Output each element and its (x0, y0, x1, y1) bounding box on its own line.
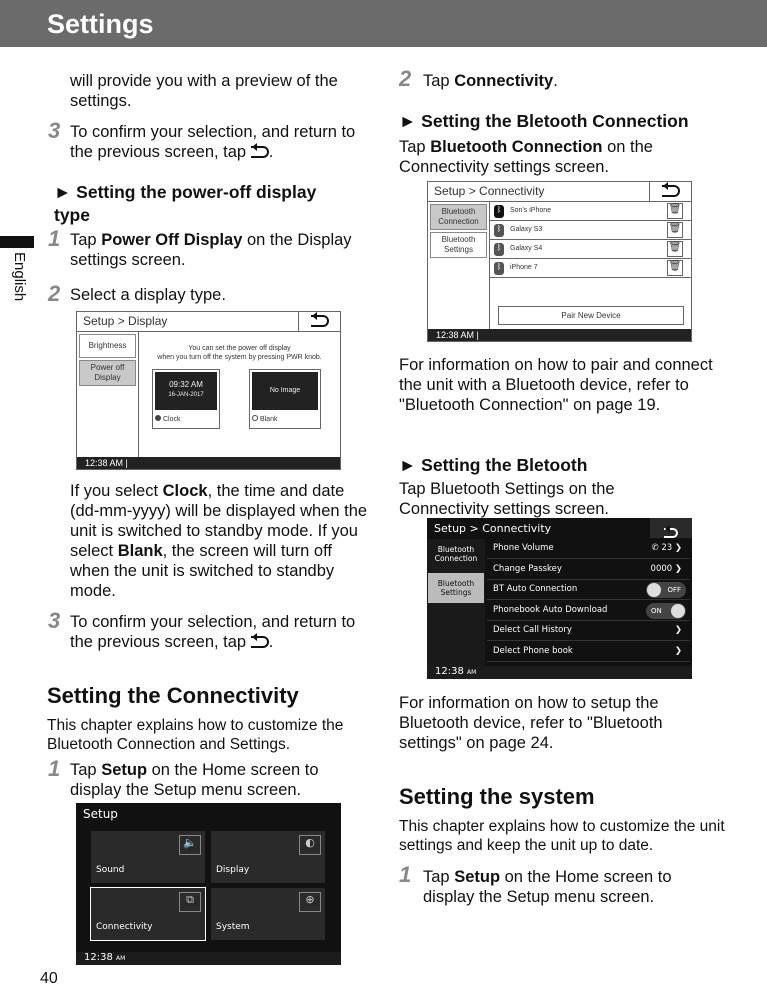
screen-sidebar (427, 539, 485, 666)
screen-title: Setup (83, 807, 118, 821)
device-row[interactable] (490, 259, 691, 278)
device-row[interactable] (490, 221, 691, 240)
bluetooth-icon: ᛒ (494, 243, 504, 256)
sidebar-item-brightness[interactable]: Brightness (79, 334, 136, 358)
step-text: To confirm your selection, and return to the previous screen, tap . (70, 613, 356, 651)
toggle-switch[interactable]: ON (646, 603, 686, 619)
sidebar-item-bt-connection[interactable]: Bluetooth Connection (434, 545, 478, 563)
device-row[interactable] (490, 202, 691, 221)
setting-row[interactable] (487, 560, 690, 580)
setting-label: Phone Volume (493, 543, 554, 553)
section-heading: ► Setting the Bletooth (399, 455, 588, 475)
step-text: Select a display type. (70, 286, 226, 304)
radio-selected-icon (155, 415, 161, 421)
section-intro: This chapter explains how to customize the unit settings and keep the unit up to date. (399, 818, 725, 854)
section-title: Setting the system (399, 784, 595, 809)
chevron-right-icon: ❯ (674, 645, 682, 656)
sidebar-item-power-off-display[interactable]: Power off Display (79, 360, 136, 386)
delete-icon[interactable]: 🗑 (667, 241, 683, 257)
back-icon (662, 185, 680, 197)
phone-icon: ✆ (651, 543, 659, 553)
devices-icon: ⧉ (179, 892, 201, 912)
message: when you turn off the system by pressing PWR knob. (157, 354, 322, 361)
status-bar: 12:38 AM (427, 666, 692, 679)
paragraph: For information on how to setup the Bluetooth device, refer to "Bluetooth settings" on page 24. (399, 694, 663, 752)
chevron-right-icon: ❯ (674, 625, 682, 635)
sidebar-item-bt-connection[interactable]: Bluetooth Connection (430, 204, 487, 230)
step-text: Tap Power Off Display on the Display settings screen. (70, 231, 352, 269)
setting-row[interactable] (487, 621, 690, 641)
section-intro: This chapter explains how to customize the Bluetooth Connection and Settings. (47, 717, 344, 753)
device-name: Galaxy S3 (510, 226, 543, 233)
paragraph: For information on how to pair and connect the unit with a Bluetooth device, refer to "Bluetooth Connection" on page 19. (399, 356, 713, 414)
paragraph: Tap Bluetooth Connection on the Connectivity settings screen. (399, 138, 653, 176)
delete-icon[interactable]: 🗑 (667, 203, 683, 219)
page-header (0, 0, 767, 47)
sidebar-item-bt-settings[interactable]: Bluetooth Settings (430, 232, 487, 258)
step-text: Tap Setup on the Home screen to display the Setup menu screen. (70, 761, 319, 799)
header-title: Settings (47, 9, 154, 39)
setting-label: Change Passkey (493, 563, 562, 574)
device-row[interactable] (490, 240, 691, 259)
sidebar-item-bt-settings[interactable]: Bluetooth Settings (428, 573, 484, 603)
setting-row[interactable] (487, 539, 690, 559)
toggle-switch[interactable]: OFF (646, 582, 686, 598)
intro-text: will provide you with a preview of the settings. (70, 72, 338, 110)
step-number: 1 (48, 756, 61, 781)
bluetooth-icon: ᛒ (494, 224, 504, 237)
section-heading: ► Setting the power-off display type (54, 182, 317, 225)
back-button[interactable] (649, 182, 691, 202)
screen-title: Setup > Connectivity (434, 522, 552, 535)
back-button[interactable] (650, 518, 692, 538)
back-icon (664, 528, 678, 538)
screen-title: Setup > Connectivity (428, 182, 691, 202)
step-number: 1 (399, 862, 412, 887)
screen-sidebar (77, 332, 139, 457)
select-paragraph: If you select Clock, the time and date (dd-mm-yyyy) will be displayed when the unit is switched to standby mode. If you select Blank, the screen will turn off when the unit is switched to standby mode. (70, 482, 368, 600)
bluetooth-icon: ᛒ (494, 262, 504, 275)
tile-display[interactable]: ◐ Display (211, 831, 325, 883)
message: You can set the power off display (188, 345, 291, 352)
setting-value: 0000 ❯ (650, 563, 682, 574)
bt-connection-screen (427, 181, 692, 342)
back-icon (251, 146, 269, 158)
clock-option[interactable]: 09:32 AM 16-JAN-2017 Clock (152, 369, 220, 429)
display-icon: ◐ (299, 835, 321, 855)
delete-icon[interactable]: 🗑 (667, 222, 683, 238)
device-name: Son's iPhone (510, 207, 552, 214)
setting-row[interactable] (487, 642, 690, 662)
display-screen (76, 311, 341, 470)
bluetooth-icon: ᛒ (494, 205, 504, 218)
blank-option[interactable]: No Image Blank (249, 369, 321, 429)
radio-icon (252, 415, 258, 421)
paragraph: Tap Bluetooth Settings on the Connectivity settings screen. (399, 480, 615, 518)
pair-new-device-button[interactable]: Pair New Device (498, 306, 684, 325)
setup-screen (76, 803, 341, 965)
status-bar: 12:38 AM (76, 952, 341, 965)
setting-row[interactable] (487, 601, 690, 621)
setting-label: Delect Phone book (493, 645, 573, 656)
tile-sound[interactable]: 🔈 Sound (91, 831, 205, 883)
setting-value: ✆ 23 ❯ (651, 543, 682, 553)
back-icon (251, 636, 269, 648)
setting-label: Phonebook Auto Download (493, 604, 608, 615)
globe-icon: ⊕ (299, 892, 321, 912)
step-number: 3 (48, 608, 61, 633)
status-bar: 12:38 AM | (77, 457, 340, 469)
step-text: Tap Setup on the Home screen to display the Setup menu screen. (423, 868, 672, 906)
bt-settings-screen (427, 518, 692, 679)
page-number: 40 (40, 970, 58, 987)
setting-label: BT Auto Connection (493, 584, 578, 594)
back-button[interactable] (298, 312, 340, 332)
device-name: iPhone 7 (510, 264, 538, 271)
device-name: Galaxy S4 (510, 245, 543, 252)
screen-sidebar (428, 202, 490, 329)
back-icon (311, 315, 329, 327)
step-number: 3 (48, 118, 61, 143)
tile-system[interactable]: ⊕ System (211, 888, 325, 940)
step-text: Tap Connectivity. (423, 72, 558, 90)
step-text: To confirm your selection, and return to the previous screen, tap . (70, 123, 356, 161)
side-tab-marker (0, 236, 34, 248)
delete-icon[interactable]: 🗑 (667, 260, 683, 276)
section-title: Setting the Connectivity (47, 683, 299, 708)
step-number: 2 (399, 66, 412, 91)
screen-title: Setup > Display (77, 312, 340, 332)
section-heading: ► Setting the Bletooth Connection (399, 111, 689, 131)
side-tab-label: English (11, 252, 28, 302)
speaker-icon: 🔈 (179, 835, 201, 855)
setting-label: Delect Call History (493, 625, 572, 635)
tile-connectivity[interactable]: ⧉ Connectivity (91, 888, 205, 940)
step-number: 2 (48, 281, 61, 306)
step-label: To confirm your selection, and return to the previous screen, tap (70, 123, 356, 161)
status-bar: 12:38 AM | (428, 329, 691, 341)
setting-row[interactable] (487, 580, 690, 600)
step-number: 1 (48, 226, 61, 251)
